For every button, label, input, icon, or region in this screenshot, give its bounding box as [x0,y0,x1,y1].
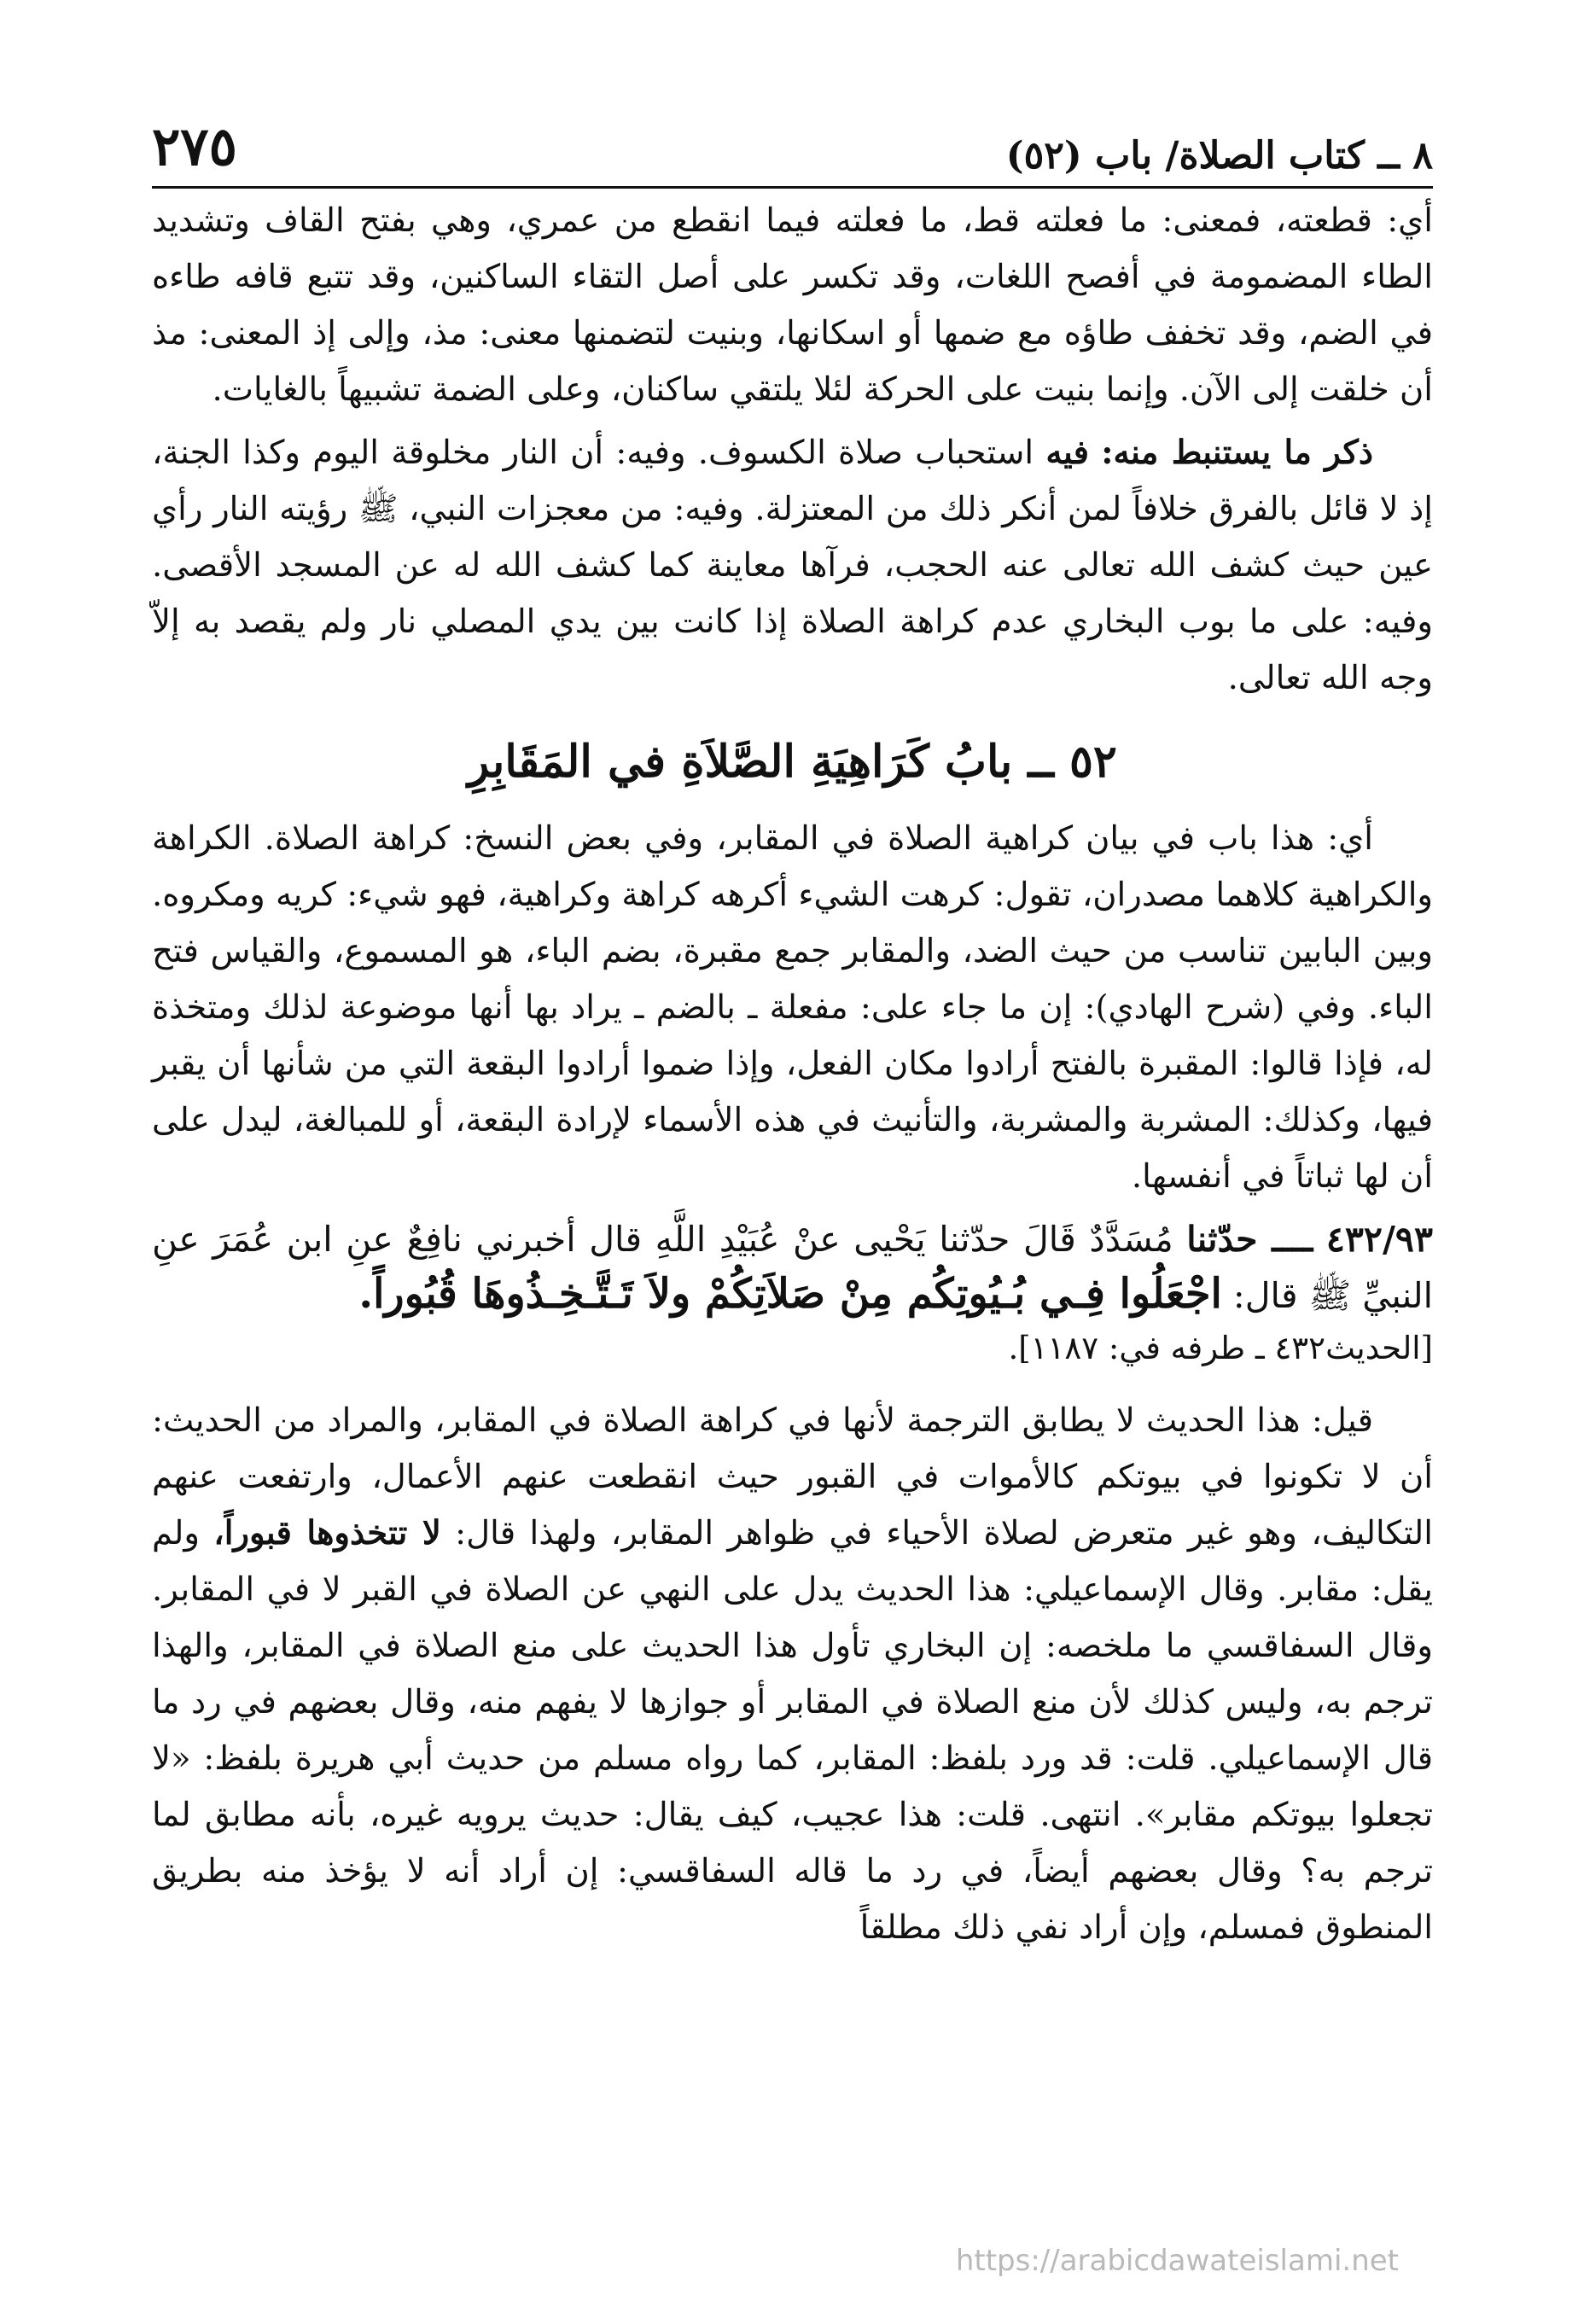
hadith-block [152,1212,1433,1323]
hadith-isnad: مُسَدَّدٌ قَالَ حدّثنا يَحْيى عنْ عُبَيْدِ اللَّهِ قال أخبرني نافِعٌ عنِ ابن عُمَرَ عنِ النبيِّ ﷺ قال: [152,1219,1433,1316]
paragraph-2 [152,425,1433,707]
page-body [152,193,1433,1963]
watermark-url: https://arabicdawateislami.net [955,2244,1399,2278]
paragraph-2-text: استحباب صلاة الكسوف. وفيه: أن النار مخلوقة اليوم وكذا الجنة، إذ لا قائل بالفرق خلافاً لمن أنكر ذلك من المعتزلة. وفيه: من معجزات النبي، ﷺ رؤيته النار رأي عين حيث كشف الله تعالى عنه الحجب، فرآها معاينة كما كشف الله له عن المسجد الأقصى. وفيه: على ما بوب البخاري عدم كراهة الصلاة إذا كانت بين يدي المصلي نار ولم يقصد به إلاّ وجه الله تعالى. [152,434,1433,697]
paragraph-4-part-a: قيل: هذا الحديث لا يطابق الترجمة لأنها في كراهة الصلاة في المقابر، والمراد من الحديث: أن لا تكونوا في بيوتكم كالأموات في القبور حيث انقطعت عنهم الأعمال، وارتفعت عنهم التكاليف، وهو غير متعرض لصلاة الأحياء في ظواهر المقابر، ولهذا قال: [152,1401,1433,1552]
paragraph-4-part-b: ولم يقل: مقابر. وقال الإسماعيلي: هذا الحديث يدل على النهي عن الصلاة في القبر لا في المقابر. وقال السفاقسي ما ملخصه: إن البخاري تأول هذا الحديث على منع الصلاة في المقابر، والهذا ترجم به، وليس كذلك لأن منع الصلاة في المقابر أو جوازها لا يفهم منه، وقال بعضهم في رد ما قال الإسماعيلي. قلت: قد ورد بلفظ: المقابر، كما رواه مسلم من حديث أبي هريرة بلفظ: «لا تجعلوا بيوتكم مقابر». انتهى. قلت: هذا عجيب، كيف يقال: حديث يرويه غيره، بأنه مطابق لما ترجم به؟ وقال بعضهم أيضاً، في رد ما قاله السفاقسي: إن أراد أنه لا يؤخذ منه بطريق المنطوق فمسلم، وإن أراد نفي ذلك مطلقاً [152,1514,1433,1947]
hadith-number: ٤٣٢/٩٣ [1325,1219,1433,1260]
chapter-heading: ٥٢ ــ بابُ كَرَاهِيَةِ الصَّلاَةِ في المَقَابِرِ [468,736,1117,788]
paragraph-4 [152,1393,1433,1956]
section-lead: ذكر ما يستنبط منه: [1101,434,1373,472]
paragraph-4-bold: لا تتخذوها قبوراً، [213,1514,441,1552]
hadith-matn: اجْعَلُوا فِـي بُـيُوتِكُم مِنْ صَلاَتِكُمْ ولاَ تَـتَّـخِـذُوهَا قُبُوراً. [358,1270,1222,1318]
section-fihi: فيه [1045,434,1090,472]
page-header [152,101,1433,189]
hadith-reference: [الحديث٤٣٢ ـ طرفه في: ١١٨٧]. [1008,1330,1433,1366]
paragraph-3: أي: هذا باب في بيان كراهية الصلاة في المقابر، وفي بعض النسخ: كراهة الصلاة. الكراهة والكراهية كلاهما مصدران، تقول: كرهت الشيء أكرهه كراهة وكراهية، فهو شيء: كريه ومكروه. وبين البابين تناسب من حيث الضد، والمقابر جمع مقبرة، بضم الباء، هو المسموع، والقياس فتح الباء. وفي (شرح الهادي): إن ما جاء على: مفعلة ـ بالضم ـ يراد بها أنها موضوعة لذلك ومتخذة له، فإذا قالوا: المقبرة بالفتح أرادوا مكان الفعل، وإذا ضموا أرادوا البقعة التي من شأنها أن يقبر فيها، وكذلك: المشربة والمشربة، والتأنيث في هذه الأسماء لإرادة البقعة، أو للمبالغة، ليدل على أن لها ثباتاً في أنفسها. [152,819,1433,1196]
paragraph-1: أي: قطعته، فمعنى: ما فعلته قط، ما فعلته فيما انقطع من عمري، وهي بفتح القاف وتشديد الطاء المضمومة في أفصح اللغات، وقد تكسر على أصل التقاء الساكنين، وقد تتبع قافه طاءه في الضم، وقد تخفف طاؤه مع ضمها أو اسكانها، وبنيت لتضمنها معنى: مذ، وإلى إذ المعنى: مذ أن خلقت إلى الآن. وإنما بنيت على الحركة لئلا يلتقي ساكنان، وعلى الضمة تشبيهاً بالغايات. [152,201,1433,409]
hadith-haddathana: ــــ حدّثنا [1186,1219,1313,1260]
page-number: ٢٧٥ [152,115,237,178]
running-title: ٨ ــ كتاب الصلاة/ باب (٥٢) [1005,134,1433,178]
